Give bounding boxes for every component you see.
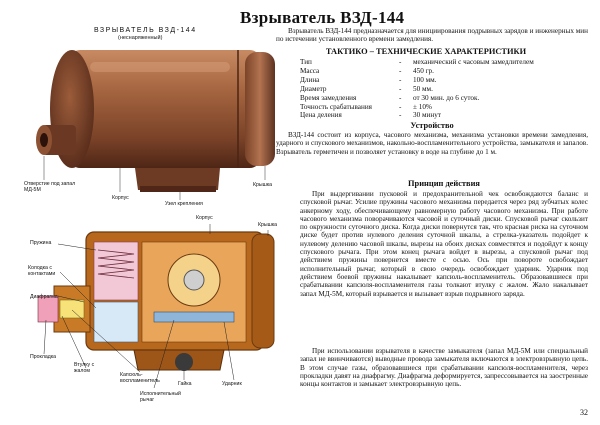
spec-row: Тип - механический с часовым замедлителем <box>300 58 534 66</box>
page-title: Взрыватель ВЗД-144 <box>240 8 405 27</box>
fuse-cap-shape <box>245 52 275 166</box>
principle-heading: Принцип действия <box>408 179 480 188</box>
label-body: Корпус <box>112 195 129 201</box>
specs-table <box>300 58 534 120</box>
device-text: ВЗД-144 состоит из корпуса, часового механизма, механизма установки времени замедления, ударного и спускового механизмов, накольно-воспламенительного устройства, замыкателя и запалов. Взрыватель герметичен и позволяет установку в воде на глубине до 1 м. <box>276 131 588 156</box>
label-cap: Крышка <box>253 182 273 188</box>
diagram-cap-shape <box>252 234 274 348</box>
diagram-label-capsule: Капсюль-воспламенитель <box>120 372 160 384</box>
fuse-mount-base <box>140 186 216 192</box>
spec-row: Диаметр - 50 мм. <box>300 84 433 93</box>
diagram-label-nut: Гайка <box>178 381 192 387</box>
diagram-label-cap: Крышка <box>258 222 278 228</box>
diagram-label-striker: Ударник <box>222 381 242 387</box>
spec-row: Время замедления - от 30 мин. до 6 суток. <box>300 93 480 102</box>
diagram-label-sleeve: Втулку с жалом <box>74 362 95 374</box>
spec-row: Точность срабатывания - ± 10% <box>300 102 432 111</box>
diagram-label-gasket: Прокладка <box>30 354 57 360</box>
specs-heading: ТАКТИКО – ТЕХНИЧЕСКИЕ ХАРАКТЕРИСТИКИ <box>325 47 527 56</box>
diagram-label-diaphragm: Диафрагма <box>30 294 58 300</box>
spec-row: Масса - 450 гр. <box>300 66 434 75</box>
spec-row: Длина - 100 мм. <box>300 75 437 84</box>
diagram-label-contact-plate: Колодка с контактами <box>28 265 56 277</box>
principle-paragraph-1: При выдергивании пусковой и предохранительной чек освобождаются баланс и спусковой рычаг. Усилие пружины часового механизма передается через ряд зубчатых колес анкерному ходу, обеспечивающему равномерную работу часового механизма. При работе часового механизма поворачиваются часовой и суточный диски. Спусковой рычаг скользит по окружности суточного диска. Когда диски повернутся так, что красная риска на суточном диске будет против нулевого деления суточной шкалы, а стрелка-указатель подойдет к нулевому делению часовой шкалы, вырезы на обоих дисках совместятся и подойдут к концу спускового рычага. При этом конец рычага войдет в вырезы, а спусковой рычаг под действием пружины повернется вместе с осью. Ось при повороте освобождает исполнительный рычаг, который в свою очередь освобождает ударник. Ударник под действием боевой пружины накалывает капсюль-воспламенитель. Образовавшиеся при срабатывании капсюля-воспламенителя газы толкают втулку с жалом. Жало накалывает запал МД-5М, который взрывается и вызывает взрыв подрывного заряда. <box>300 190 588 298</box>
diagram-capsule <box>60 300 84 318</box>
photo-subcaption: (неснаряженный) <box>118 35 163 41</box>
diagram-label-spring: Пружина <box>30 240 52 246</box>
intro-text: Взрыватель ВЗД-144 предназначается для инициирования подрывных зарядов и инженерных мин по истечении установленного времени замедления. <box>276 27 588 44</box>
fuse-socket-hole <box>40 133 48 147</box>
cutaway-diagram <box>24 220 290 395</box>
diagram-spring-chamber <box>94 242 138 300</box>
label-mount: Узел крепления <box>165 201 203 207</box>
diagram-label-exec-lever: Исполнительный рычаг <box>140 391 181 403</box>
spec-row: Цена деления - 30 минут <box>300 111 441 120</box>
diagram-exec-lever <box>154 312 234 322</box>
device-heading: Устройство <box>410 121 454 130</box>
diagram-gear <box>184 270 204 290</box>
page-number: 32 <box>580 408 588 417</box>
principle-paragraph-2: При использовании взрывателя в качестве замыкателя (запал МД-5М или специальный запал не ввинчиваются) выводные провода замыкателя включаются в электровзрывную цепь. В этом случае газы, образовавшиеся при срабатывании капсюля-воспламенителя, через прокладки давят на диафрагму. Диафрагма деформируется, запрессовывается на заостренные концы контактов и замыкает электровзрывную цепь. <box>300 347 588 389</box>
label-socket: Отверстие под запал МД-5М <box>24 181 76 193</box>
photo-caption: ВЗРЫВАТЕЛЬ ВЗД-144 <box>94 27 197 34</box>
fuse-highlight <box>90 62 230 72</box>
diagram-nut-shape <box>175 353 193 371</box>
diagram-label-body: Корпус <box>196 215 213 221</box>
